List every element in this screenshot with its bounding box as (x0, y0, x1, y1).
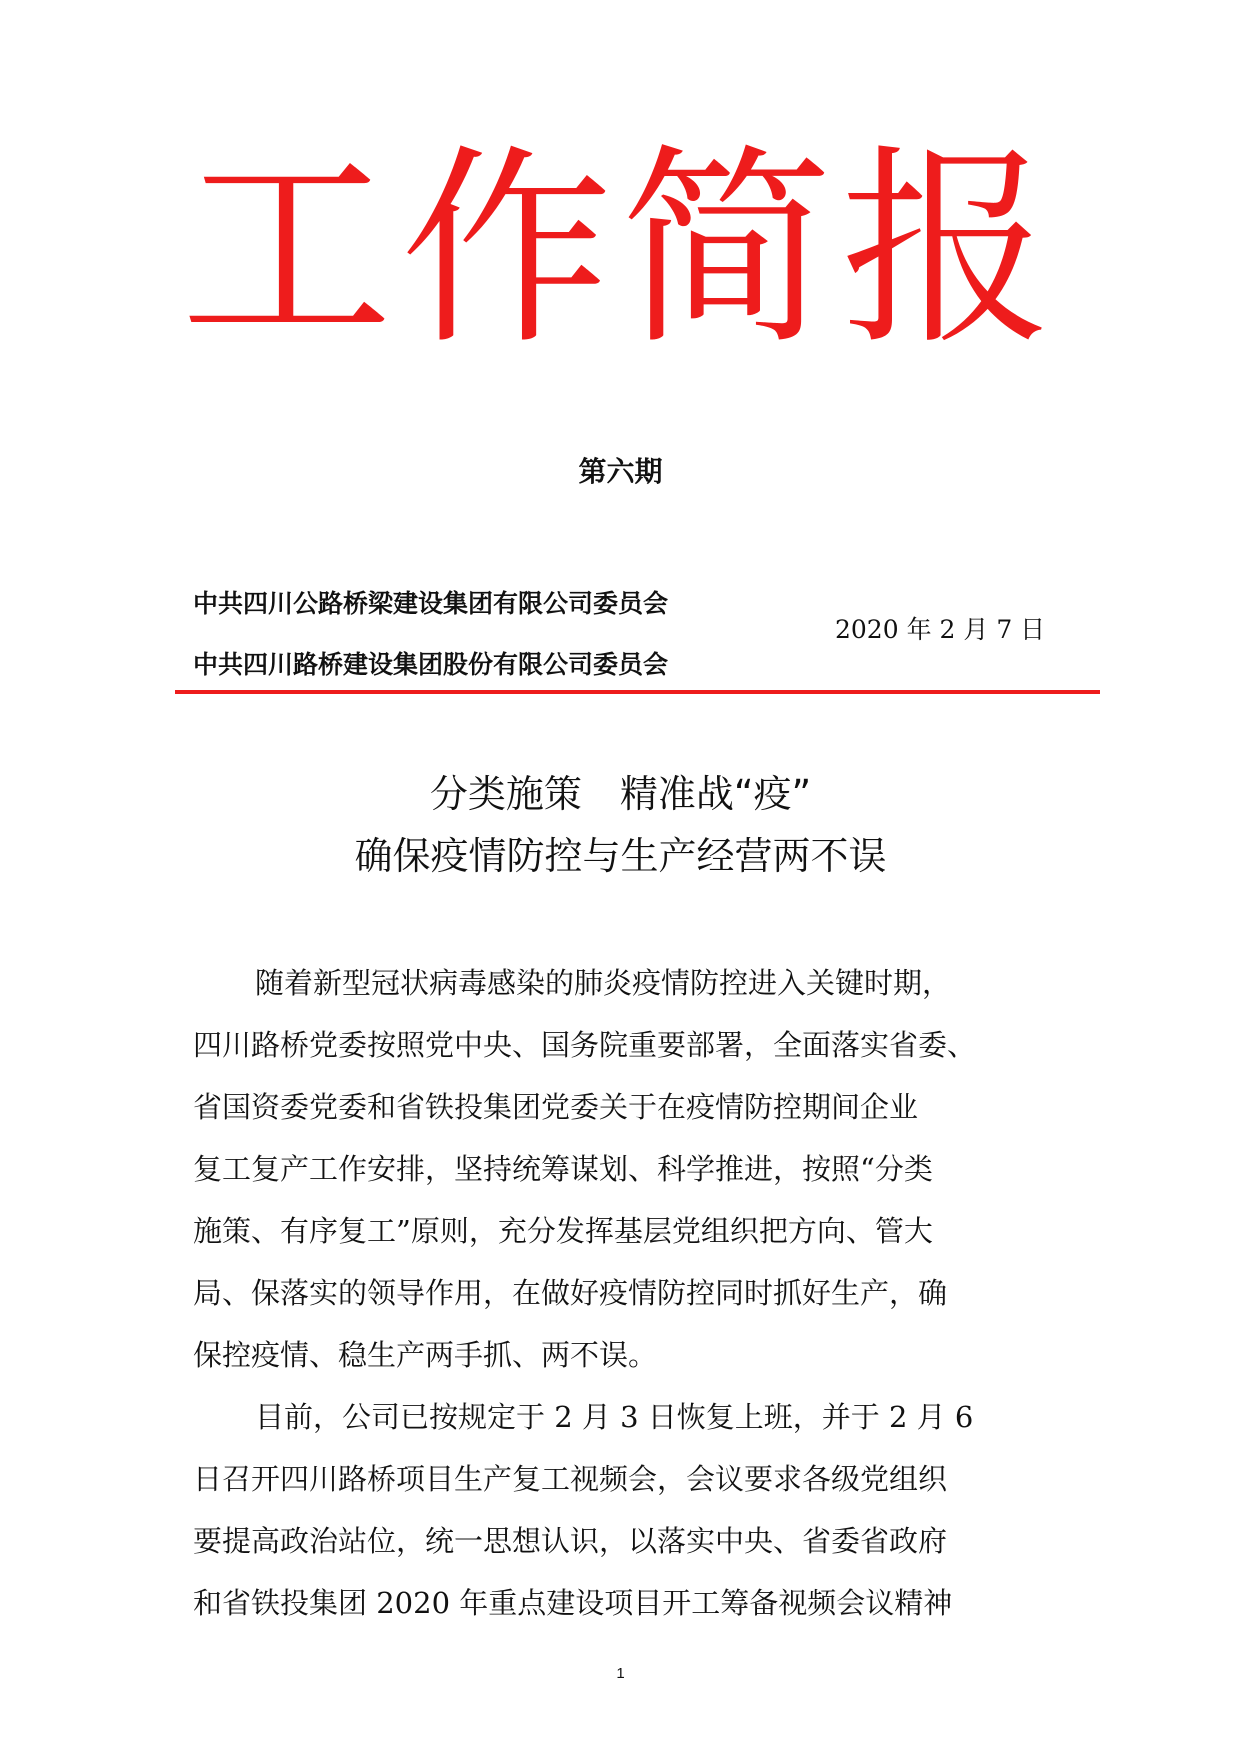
issuer-name: 中共四川路桥建设集团股份有限公司委员会 (193, 650, 669, 679)
masthead-title: 工作简报 (180, 126, 1061, 373)
issue-date: 2020 年 2 月 7 日 (835, 615, 1046, 644)
article-subheadline: 确保疫情防控与生产经营两不误 (354, 834, 887, 878)
issue-number: 第六期 (578, 455, 663, 488)
body-line: 目前，公司已按规定于 2 月 3 日恢复上班，并于 2 月 6 (255, 1400, 974, 1434)
body-line: 日召开四川路桥项目生产复工视频会，会议要求各级党组织 (193, 1462, 948, 1496)
body-line: 保控疫情、稳生产两手抓、两不误。 (193, 1338, 658, 1372)
issuer-name: 中共四川公路桥梁建设集团有限公司委员会 (193, 589, 669, 618)
article-headline: 分类施策 精准战“疫” (429, 772, 812, 816)
article-body (193, 952, 1048, 1634)
red-divider-rule (175, 690, 1100, 694)
body-line: 复工复产工作安排，坚持统筹谋划、科学推进，按照“分类 (193, 1152, 933, 1186)
page-number: 1 (616, 1665, 625, 1682)
body-line: 随着新型冠状病毒感染的肺炎疫情防控进入关键时期， (255, 966, 952, 1000)
body-line: 局、保落实的领导作用，在做好疫情防控同时抓好生产，确 (193, 1276, 948, 1310)
body-line: 省国资委党委和省铁投集团党委关于在疫情防控期间企业 (193, 1090, 919, 1124)
body-line: 施策、有序复工”原则，充分发挥基层党组织把方向、管大 (193, 1214, 933, 1248)
body-line: 和省铁投集团 2020 年重点建设项目开工筹备视频会议精神 (193, 1586, 953, 1620)
body-line: 要提高政治站位，统一思想认识，以落实中央、省委省政府 (193, 1524, 948, 1558)
body-line: 四川路桥党委按照党中央、国务院重要部署，全面落实省委、 (193, 1028, 977, 1062)
